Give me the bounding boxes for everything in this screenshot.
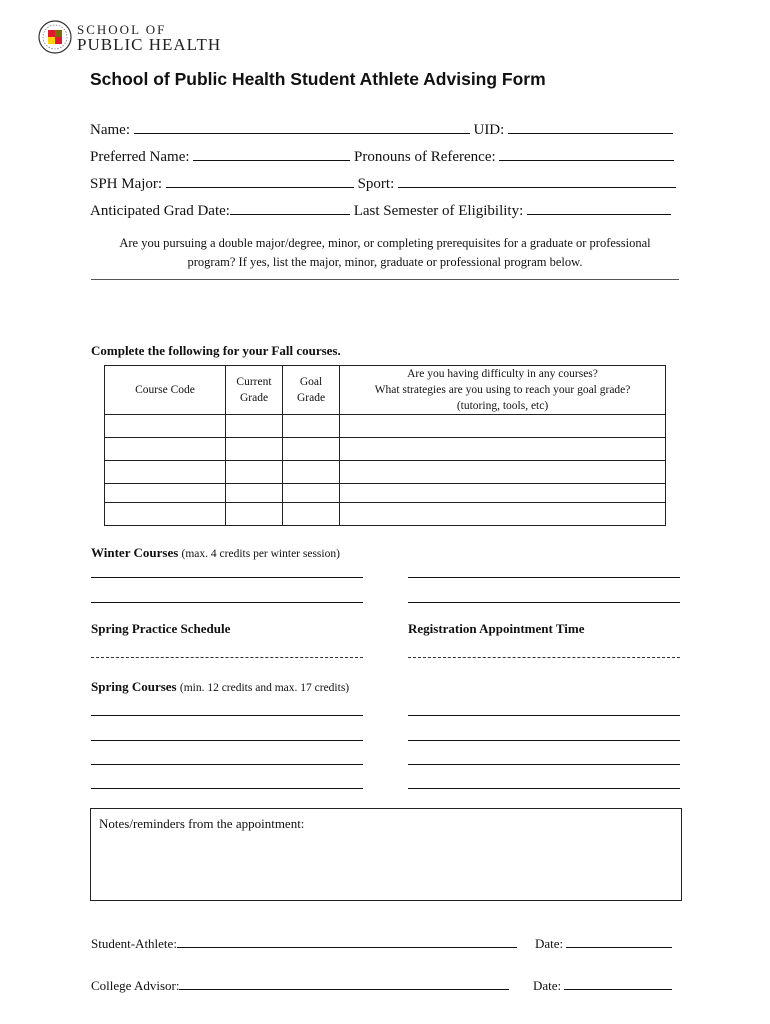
program-answer-line[interactable] bbox=[91, 279, 679, 280]
table-cell[interactable] bbox=[283, 461, 340, 484]
winter-courses-heading: Winter Courses (max. 4 credits per winter session) bbox=[91, 545, 340, 560]
table-cell[interactable] bbox=[283, 415, 340, 438]
winter-courses-note: (max. 4 credits per winter session) bbox=[181, 548, 340, 560]
advisor-label: College Advisor: bbox=[91, 978, 180, 993]
name-row bbox=[90, 119, 673, 139]
table-row bbox=[105, 415, 666, 438]
col-difficulty: Are you having difficulty in any courses? What strategies are you using to reach your goal grade? (tutoring, tools, etc) bbox=[340, 366, 666, 415]
table-cell[interactable] bbox=[226, 461, 283, 484]
winter-line[interactable] bbox=[91, 602, 363, 603]
student-date-field[interactable] bbox=[566, 933, 672, 948]
table-cell[interactable] bbox=[105, 415, 226, 438]
col-course-code: Course Code bbox=[105, 366, 226, 415]
table-cell[interactable] bbox=[340, 415, 666, 438]
date-label: Date: bbox=[533, 978, 562, 993]
advisor-signature-row bbox=[91, 975, 509, 994]
table-cell[interactable] bbox=[283, 438, 340, 461]
pronouns-field[interactable] bbox=[499, 146, 674, 161]
spring-line[interactable] bbox=[408, 764, 680, 765]
table-cell[interactable] bbox=[105, 461, 226, 484]
spring-practice-line[interactable] bbox=[91, 657, 363, 658]
spring-line[interactable] bbox=[91, 788, 363, 789]
spring-line[interactable] bbox=[408, 788, 680, 789]
spring-line[interactable] bbox=[408, 740, 680, 741]
advisor-signature-field[interactable] bbox=[179, 975, 509, 990]
grad-date-row bbox=[90, 200, 671, 220]
student-label: Student-Athlete: bbox=[91, 936, 177, 951]
spring-line[interactable] bbox=[408, 715, 680, 716]
winter-line[interactable] bbox=[91, 577, 363, 578]
uid-field[interactable] bbox=[508, 119, 673, 134]
fall-courses-table bbox=[104, 365, 666, 526]
grad-date-label: Anticipated Grad Date: bbox=[90, 203, 230, 219]
pronouns-label: Pronouns of Reference: bbox=[354, 149, 496, 165]
fall-courses-heading: Complete the following for your Fall courses. bbox=[91, 343, 341, 358]
spring-courses-heading: Spring Courses (min. 12 credits and max. 17 credits) bbox=[91, 679, 350, 694]
registration-line[interactable] bbox=[408, 657, 680, 658]
table-cell[interactable] bbox=[105, 484, 226, 503]
student-signature-row bbox=[91, 933, 517, 952]
table-row bbox=[105, 461, 666, 484]
table-row bbox=[105, 503, 666, 526]
spring-courses-note: (min. 12 credits and max. 17 credits) bbox=[179, 682, 350, 694]
question-line-1: Are you pursuing a double major/degree, minor, or completing prerequisites for a graduate or professional bbox=[119, 236, 651, 250]
form-title: School of Public Health Student Athlete Advising Form bbox=[90, 69, 546, 89]
name-label: Name: bbox=[90, 122, 130, 138]
name-field[interactable] bbox=[134, 119, 470, 134]
grad-date-field[interactable] bbox=[230, 200, 350, 215]
table-cell[interactable] bbox=[226, 503, 283, 526]
table-header-row bbox=[105, 366, 666, 415]
umd-seal-logo bbox=[38, 20, 72, 54]
student-signature-field[interactable] bbox=[177, 933, 517, 948]
spring-line[interactable] bbox=[91, 740, 363, 741]
major-label: SPH Major: bbox=[90, 176, 163, 192]
student-date-row bbox=[535, 933, 672, 952]
last-semester-label: Last Semester of Eligibility: bbox=[353, 203, 524, 219]
preferred-name-field[interactable] bbox=[193, 146, 350, 161]
table-cell[interactable] bbox=[283, 484, 340, 503]
winter-line[interactable] bbox=[408, 602, 680, 603]
spring-line[interactable] bbox=[91, 715, 363, 716]
col-goal-grade: Goal Grade bbox=[283, 366, 340, 415]
table-cell[interactable] bbox=[340, 438, 666, 461]
table-cell[interactable] bbox=[105, 503, 226, 526]
notes-label: Notes/reminders from the appointment: bbox=[99, 816, 305, 831]
major-field[interactable] bbox=[166, 173, 354, 188]
table-cell[interactable] bbox=[105, 438, 226, 461]
logo-school-of: SCHOOL OF bbox=[77, 22, 167, 37]
last-semester-field[interactable] bbox=[527, 200, 671, 215]
table-row bbox=[105, 438, 666, 461]
program-question bbox=[90, 234, 680, 272]
question-line-2: program? If yes, list the major, minor, graduate or professional program below. bbox=[187, 255, 583, 269]
sport-field[interactable] bbox=[398, 173, 676, 188]
preferred-name-label: Preferred Name: bbox=[90, 149, 190, 165]
table-cell[interactable] bbox=[340, 461, 666, 484]
table-cell[interactable] bbox=[340, 484, 666, 503]
spring-line[interactable] bbox=[91, 764, 363, 765]
table-cell[interactable] bbox=[340, 503, 666, 526]
table-cell[interactable] bbox=[283, 503, 340, 526]
spring-practice-heading: Spring Practice Schedule bbox=[91, 621, 231, 636]
table-cell[interactable] bbox=[226, 415, 283, 438]
sport-label: Sport: bbox=[357, 176, 395, 192]
table-row bbox=[105, 484, 666, 503]
table-cell[interactable] bbox=[226, 484, 283, 503]
winter-line[interactable] bbox=[408, 577, 680, 578]
advisor-date-row bbox=[533, 975, 672, 994]
table-cell[interactable] bbox=[226, 438, 283, 461]
registration-heading: Registration Appointment Time bbox=[408, 621, 585, 636]
col-current-grade: Current Grade bbox=[226, 366, 283, 415]
advisor-date-field[interactable] bbox=[564, 975, 672, 990]
logo-public-health: PUBLIC HEALTH bbox=[77, 35, 222, 54]
preferred-name-row bbox=[90, 146, 674, 166]
uid-label: UID: bbox=[473, 122, 505, 138]
date-label: Date: bbox=[535, 936, 564, 951]
major-row bbox=[90, 173, 676, 193]
